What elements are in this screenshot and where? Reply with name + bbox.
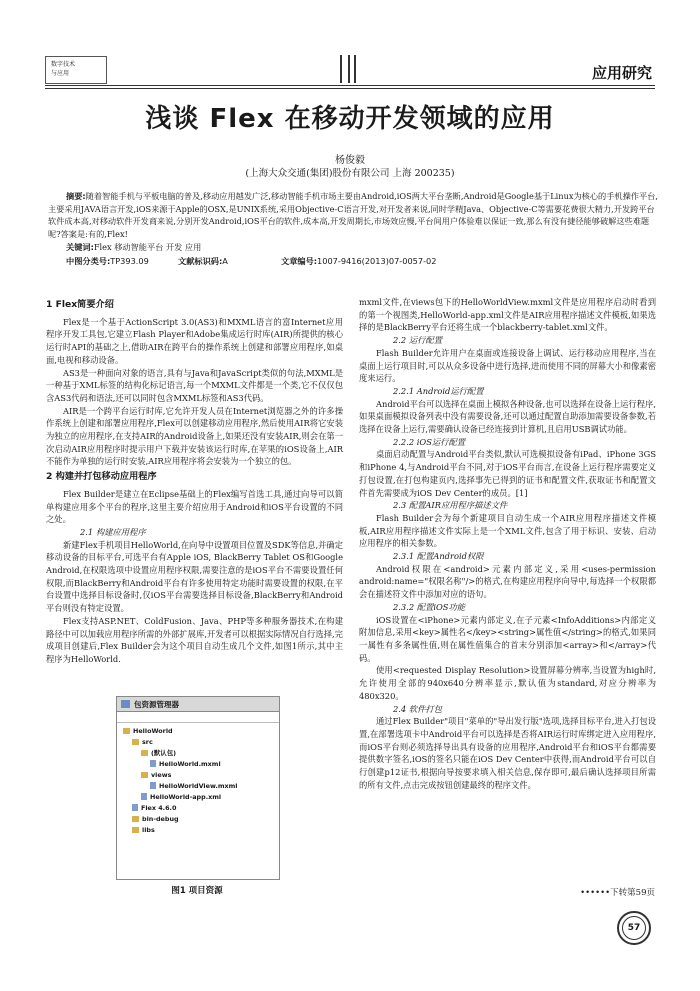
keywords-label: 关键词: xyxy=(66,242,94,252)
package-icon xyxy=(141,750,148,756)
abstract-text: 随着智能手机与平板电脑的普及,移动应用越发广泛,移动智能手机市场主要由Android,iOS两大平台垄断,Android是Google基于Linux为核心的手机操作平台,主要采用JAVA语言开发,iOS来源于Apple的OSX,是UNIX系统,采用Objective-C语言开发,对开发者来说,同时学精Java、Objective-C等需要花费很大精力,开发跨平台软件成本高,对移动软件开发商来说,分别开发Android,iOS平台的软件,成本高,开发周期长,市场效应慢,平台间用户体验难以保证一致,那么有没有捷径能够破解这些难题呢?答案是:有的,Flex! xyxy=(48,191,658,239)
page-number: 57 xyxy=(622,916,646,940)
keywords-text: Flex 移动智能平台 开发 应用 xyxy=(93,242,202,252)
section-label: 应用研究 xyxy=(591,64,652,82)
author: 杨俊毅 xyxy=(335,155,365,166)
heading-1: 1 Flex简要介绍 xyxy=(46,299,114,310)
paragraph: 桌面启动配置与Android平台类似,默认可选模拟设备有iPad、iPhone 3GS和iPhone 4,与Android平台不同,对于iOS平台而言,在设备上运行程序需要定义打包设置,在打包构建页内,选择事先已得到的证书和配置文件,获取证书和配置文件首先需要成为iOS Dev Center的成员。[1] xyxy=(359,449,656,498)
tree-item: HelloWorld-app.xml xyxy=(150,792,222,801)
package-explorer-icon xyxy=(121,700,130,708)
tree-item: src xyxy=(142,737,153,746)
paragraph: 使用<requested Display Resolution>设置屏幕分辨率,当设置为high时,允许使用全部的940x640分辨率显示,默认值为standard,对应分辨率为480x320。 xyxy=(359,665,656,701)
clc-label: 中图分类号: xyxy=(66,256,111,266)
paragraph: AS3是一种面向对象的语言,具有与Java和JavaScript类似的句法,MXML是一种基于XML标签的结构化标记语言,每一个MXML文件都是一个类,它不仅仅包含AS3代码和语法,还可以同时包含MXML标签和AS3代码。 xyxy=(46,367,343,403)
figure-caption: 图1 项目资源 xyxy=(171,886,223,896)
figure-project-explorer xyxy=(116,696,280,880)
paragraph: mxml文件,在views包下的HelloWorldView.mxml文件是应用程序启动时看到的第一个视图类,HelloWorld-app.xml文件是AIR应用程序描述文件模板,如果选择的是BlackBerry平台还将生成一个blackberry-tablet.xml文件。 xyxy=(359,297,656,333)
doc-value: A xyxy=(222,256,228,266)
paragraph: 新建Flex手机项目HelloWorld,在向导中设置项目位置及SDK等信息,并确定移动设备的目标平台,可选平台有Apple iOS, BlackBerry Tablet OS和Google Android,在权限选项中设置应用程序权限,需要注意的是iOS平台不需要设置任何权限,而BlackBerry和Android平台有许多使用特定功能时需要设置的权限,在平台设置中选择目标设备时,仅iOS平台需要选择目标设备,BlackBerry和Android平台则没有特定设置。 xyxy=(46,539,343,614)
package-icon xyxy=(141,772,148,778)
paragraph: Flex是一个基于ActionScript 3.0(AS3)和MXML语言的富Internet应用程序开发工具包,它建立Flash Player和Adobe集成运行时库(AIR)所提供的核心运行时API的基础之上,借助AIR在跨平台的操作系统上创建和部署应用程序,如桌面,电视和移动设备。 xyxy=(46,316,343,365)
subheading-2-2-2: 2.2.2 iOS运行配置 xyxy=(393,436,466,447)
paragraph: 通过Flex Builder"项目"菜单的"导出发行版"选项,选择目标平台,进入打包设置,在部署选项卡中Android平台可以选择是否将AIR运行时库绑定进入应用程序,而iOS平台则必须选择导出具有设备的应用程序,Android平台和iOS平台都需要提供数字签名,iOS的签名只能在iOS Dev Center中获得,而Android平台可以自行创建p12证书,根据向导按要求填入相关信息,保存即可,最后确认选择项目所需的所有文件,点击完成按钮创建最终的程序文件。 xyxy=(359,716,656,790)
paragraph: Flash Builder会为每个新建项目自动生成一个AIR应用程序描述文件模板,AIR应用程序描述文件实际上是一个XML文件,包含了用于标识、安装、启动应用程序的相关参数。 xyxy=(359,512,656,549)
subheading-2-2: 2.2 运行配置 xyxy=(393,335,443,346)
journal-seal xyxy=(617,911,651,945)
left-column xyxy=(46,296,343,666)
tree-item: Flex 4.6.0 xyxy=(141,803,177,812)
keywords xyxy=(66,242,201,253)
project-folder-icon xyxy=(123,728,130,734)
project-tree xyxy=(117,723,279,835)
file-icon xyxy=(150,782,156,789)
tree-item: bin-debug xyxy=(142,814,179,823)
subheading-2-3: 2.3 配置AIR应用程序描述文件 xyxy=(393,500,508,511)
header-rule xyxy=(45,85,655,86)
paragraph: AIR是一个跨平台运行时库,它允许开发人员在Internet浏览器之外的许多操作系统上创建和部署应用程序,Flex可以创建移动应用程序,然后使用AIR将它安装为独立的应用程序,在支持AIR的Android设备上,如果还没有安装AIR,则会在第一次启动AIR应用程序时提示用户下载并安装该运行时库,在苹果的iOS设备上,AIR不能作为单独的运行时安装,AIR应用程序将会安装为一个独立的包。 xyxy=(46,405,343,467)
right-column xyxy=(359,296,656,791)
subheading-2-3-1: 2.3.1 配置Android权限 xyxy=(393,551,484,562)
paragraph: iOS设置在<iPhone>元素内部定义,在子元素<InfoAdditions>内部定义附加信息,采用<key>属性名</key><string>属性值</string>的格式,如果同一属性有多条属性值,则在属性值集合的首末分别添加<array>和</array>代码。 xyxy=(359,614,656,663)
folder-icon xyxy=(132,816,139,822)
folder-icon xyxy=(132,739,139,745)
article-number xyxy=(281,256,436,267)
clc-number xyxy=(66,256,149,267)
file-icon xyxy=(150,760,156,767)
panel-title: 包资源管理器 xyxy=(134,699,179,709)
file-icon xyxy=(141,793,147,800)
subheading-2-3-2: 2.3.2 配置iOS功能 xyxy=(393,601,466,612)
tree-item: HelloWorld.mxml xyxy=(159,759,221,768)
journal-logo-line2: 与应用 xyxy=(51,70,70,77)
clc-value: TP393.09 xyxy=(110,256,149,266)
continued-note: ••••••下转第59页 xyxy=(580,888,655,898)
article-no-label: 文章编号: xyxy=(281,256,318,266)
panel-header xyxy=(117,697,279,712)
tree-item: (默认包) xyxy=(151,749,177,757)
paragraph: Flash Builder允许用户在桌面或连接设备上调试、运行移动应用程序,当在桌面上运行项目时,可以从众多设备中进行选择,进而使用不同的屏幕大小和像素密度来运行。 xyxy=(359,347,656,384)
article-title: 浅谈 Flex 在移动开发领域的应用 xyxy=(145,104,555,134)
affiliation: (上海大众交通(集团)股份有限公司 上海 200235) xyxy=(245,168,455,179)
header-bars xyxy=(340,55,360,83)
tree-item: libs xyxy=(142,825,155,834)
abstract xyxy=(48,190,660,240)
tree-item: HelloWorld xyxy=(133,726,173,735)
panel-toolbar xyxy=(117,712,279,723)
doc-label: 文献标识码: xyxy=(178,256,223,266)
heading-2: 2 构建并打包移动应用程序 xyxy=(46,471,157,483)
document-code xyxy=(178,256,228,267)
paragraph: Flex支持ASP.NET、ColdFusion、Java、PHP等多种服务器技术,在构建路径中可以加载应用程序所需的外部扩展库,开发者可以根据实际情况自行选择,完成项目创建后,Flex Builder会为这个项目自动生成几个文件,如图1所示,其中主程序为HelloWorld. xyxy=(46,615,343,664)
journal-logo xyxy=(45,56,107,84)
folder-icon xyxy=(132,827,139,833)
subheading-2-4: 2.4 软件打包 xyxy=(393,703,443,714)
abstract-label: 摘要: xyxy=(66,191,86,201)
subheading-2-2-1: 2.2.1 Android运行配置 xyxy=(393,385,484,396)
journal-logo-line1: 数字技术 xyxy=(51,61,76,68)
tree-item: HelloWorldView.mxml xyxy=(159,781,238,790)
paragraph: Android权限在<android>元素内部定义,采用<uses-permission android:name="权限名称"/>的格式,在构建应用程序向导中,每选择一个权限都会在描述符文件中添加对应的语句。 xyxy=(359,563,656,600)
tree-item: views xyxy=(151,770,172,779)
header-rule-2 xyxy=(45,88,655,89)
article-no-value: 1007-9416(2013)07-0057-02 xyxy=(317,256,437,266)
subheading-2-1: 2.1 构建应用程序 xyxy=(80,526,146,537)
library-icon xyxy=(132,804,138,811)
paragraph: Flex Builder是建立在Eclipse基础上的Flex编写首选工具,通过向导可以简单构建应用多个平台的程序,这里主要介绍应用于Android和iOS平台设置的不同之处。 xyxy=(46,488,343,525)
paragraph: Android平台可以选择在桌面上模拟各种设备,也可以选择在设备上运行程序,如果桌面模拟设备列表中没有需要设备,还可以通过配置自助添加需要设备参数,若选择在设备上运行,需要确认设备已经连接到计算机,且启用USB调试功能。 xyxy=(359,398,656,435)
